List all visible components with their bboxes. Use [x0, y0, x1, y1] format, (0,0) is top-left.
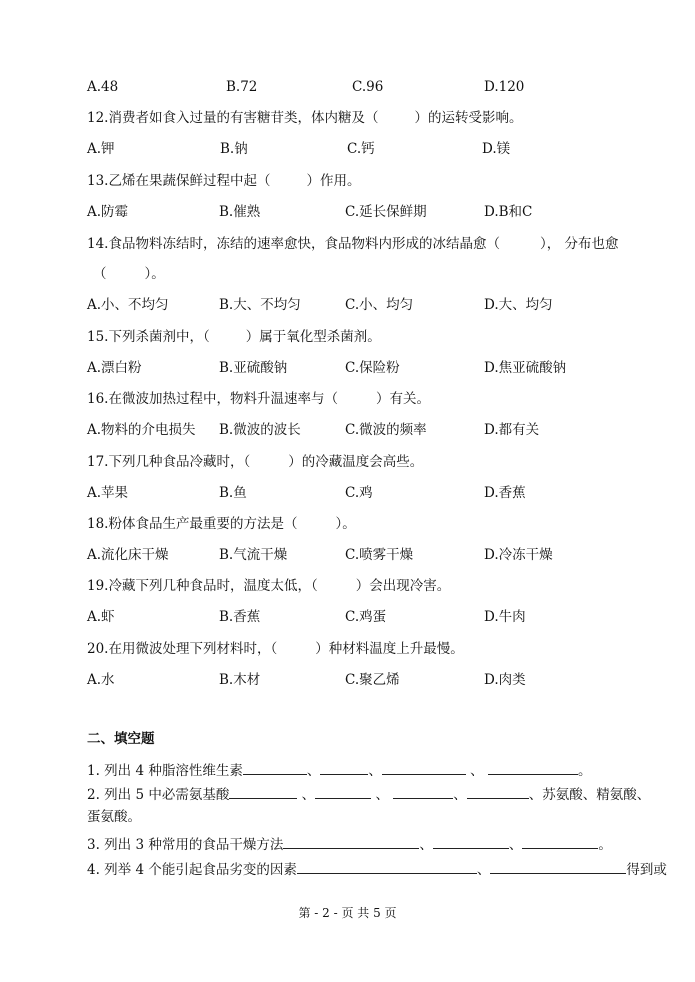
question-14: 14.食品物料冻结时，冻结的速率愈快，食品物料内形成的冰结晶愈（ ）， 分布也愈 [87, 236, 619, 252]
q13-option-a: A.防霉 [87, 204, 129, 220]
q17-option-c: C.鸡 [345, 485, 373, 501]
q14-option-b: B.大、不均匀 [219, 297, 301, 313]
question-12: 12.消费者如食入过量的有害糖苷类，体内糖及（ ）的运转受影响。 [87, 110, 523, 126]
q19-option-c: C.鸡蛋 [345, 609, 387, 625]
fill-question-2-cont: 蛋氨酸。 [87, 809, 141, 825]
q19-option-a: A.虾 [87, 609, 115, 625]
q19-option-b: B.香蕉 [219, 609, 261, 625]
q12-option-a: A.钾 [87, 141, 115, 157]
q13-option-c: C.延长保鲜期 [345, 204, 427, 220]
page-footer: 第 - 2 - 页 共 5 页 [298, 906, 397, 920]
q19-option-d: D.牛肉 [484, 609, 526, 625]
q17-option-a: A.苹果 [87, 485, 129, 501]
q20-option-d: D.肉类 [484, 672, 526, 688]
q16-option-b: B.微波的波长 [219, 422, 301, 438]
q14-option-d: D.大、均匀 [484, 297, 553, 313]
fill-question-2: 2. 列出 5 中必需氨基酸 、 、 、 、苏氨酸、精氨酸、 [87, 784, 650, 804]
q15-option-a: A.漂白粉 [87, 360, 142, 376]
q11-option-a: A.48 [87, 79, 119, 95]
fill-2-blank-4[interactable] [467, 784, 529, 799]
fill-question-3: 3. 列出 3 种常用的食品干燥方法 、 、 。 [87, 834, 612, 854]
q15-option-d: D.焦亚硫酸钠 [484, 360, 567, 376]
q15-option-b: B.亚硫酸钠 [219, 360, 288, 376]
q14-option-a: A.小、不均匀 [87, 297, 169, 313]
q16-option-d: D.都有关 [484, 422, 540, 438]
fill-3-blank-1[interactable] [283, 834, 419, 849]
question-18: 18.粉体食品生产最重要的方法是（ ）。 [87, 516, 356, 532]
fill-question-4: 4. 列举 4 个能引起食品劣变的因素 、 得到或 [87, 859, 667, 879]
q17-option-b: B.鱼 [219, 485, 247, 501]
q18-option-b: B.气流干燥 [219, 547, 288, 563]
fill-3-blank-3[interactable] [522, 834, 598, 849]
q16-option-a: A.物料的介电损失 [87, 422, 196, 438]
fill-1-blank-2[interactable] [320, 760, 368, 775]
q18-option-c: C.喷雾干燥 [345, 547, 414, 563]
q20-option-c: C.聚乙烯 [345, 672, 400, 688]
q13-option-b: B.催熟 [219, 204, 261, 220]
q12-option-c: C.钙 [347, 141, 375, 157]
q11-option-b: B.72 [226, 79, 258, 95]
q16-option-c: C.微波的频率 [345, 422, 427, 438]
fill-3-blank-2[interactable] [433, 834, 509, 849]
q11-option-c: C.96 [352, 79, 384, 95]
question-14-cont: （ ）。 [93, 266, 165, 282]
q12-option-d: D.镁 [482, 141, 511, 157]
q11-option-d: D.120 [484, 79, 525, 95]
q18-option-a: A.流化床干燥 [87, 547, 169, 563]
section-2-heading: 二、填空题 [87, 731, 155, 747]
question-15: 15.下列杀菌剂中，（ ）属于氧化型杀菌剂。 [87, 329, 381, 345]
q15-option-c: C.保险粉 [345, 360, 400, 376]
fill-4-blank-2[interactable] [490, 859, 626, 874]
fill-1-blank-1[interactable] [243, 760, 307, 775]
q17-option-d: D.香蕉 [484, 485, 526, 501]
q18-option-d: D.冷冻干燥 [484, 547, 553, 563]
fill-4-blank-1[interactable] [297, 859, 477, 874]
question-19: 19.冷藏下列几种食品时，温度太低，（ ）会出现冷害。 [87, 578, 451, 594]
question-17: 17.下列几种食品冷藏时，（ ）的冷藏温度会高些。 [87, 454, 424, 470]
q20-option-a: A.水 [87, 672, 115, 688]
q12-option-b: B.钠 [220, 141, 248, 157]
question-13: 13.乙烯在果蔬保鲜过程中起（ ）作用。 [87, 173, 361, 189]
fill-2-blank-2[interactable] [315, 784, 371, 799]
q20-option-b: B.木材 [219, 672, 261, 688]
question-20: 20.在用微波处理下列材料时，（ ）种材料温度上升最慢。 [87, 641, 464, 657]
fill-1-blank-4[interactable] [488, 760, 578, 775]
q13-option-d: D.B和C [484, 204, 533, 220]
fill-1-blank-3[interactable] [382, 760, 466, 775]
question-16: 16.在微波加热过程中，物料升温速率与（ ）有关。 [87, 391, 430, 407]
fill-question-1: 1. 列出 4 种脂溶性维生素 、 、 、 。 [87, 760, 591, 780]
fill-2-blank-3[interactable] [393, 784, 453, 799]
fill-2-blank-1[interactable] [229, 784, 297, 799]
q14-option-c: C.小、均匀 [345, 297, 414, 313]
